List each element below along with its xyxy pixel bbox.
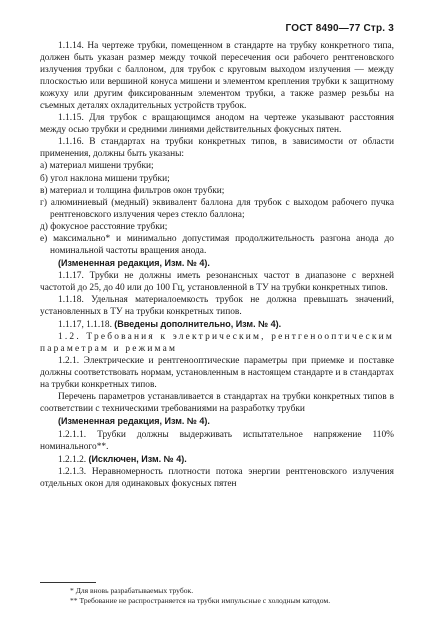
footnote-1: * Для вновь разрабатываемых трубок. <box>70 586 194 595</box>
paragraph-1-2-1-2 <box>40 453 394 466</box>
document-body <box>40 40 394 490</box>
edition-note: (Измененная редакция, Изм. № 4). <box>58 416 210 427</box>
edition-note: (Измененная редакция, Изм. № 4). <box>58 257 210 268</box>
paragraph-1-1-18: 1.1.18. Удельная материалоемкость трубок не должна превышать значений, установленных в ТУ на трубки конкретных типов. <box>40 294 394 318</box>
paragraph-1-2-1-2-prefix: 1.2.1.2. <box>58 454 87 465</box>
paragraph-1-1-17: 1.1.17. Трубки не должны иметь резонансных частот в диапазоне с верхней частотой до 25, до 40 или до 100 Гц, установленной в ТУ на трубки конкретных типов. <box>40 270 394 293</box>
list-item: е) максимально* и минимально допустимая продолжительность разгона анода до номинальной частоты вращения анода. <box>40 233 394 256</box>
paragraph-1-2-1-list: Перечень параметров устанавливается в стандартах на трубки конкретных типов в соответствии с техническими требованиями на разработку трубки <box>40 392 394 415</box>
page-header: ГОСТ 8490—77 Стр. 3 <box>285 23 394 34</box>
paragraph-1-2-1-2-text: (Исключен, Изм. № 4). <box>88 453 187 464</box>
footnotes <box>40 582 394 605</box>
paragraph-1-1-14: 1.1.14. На чертеже трубки, помещенном в стандарте на трубку конкретного типа, должен быть указан размер между точкой пересечения оси рабочего рентгеновского излучения трубки с баллоном, для трубок с круговым выходом излучения — между плоскостью или вершиной конуса мишени и элементом крепления трубки к защитному кожуху или другим фиксированным элементом трубки, а также размер резьбы на съемных деталях охладительных устройств трубок. <box>40 41 394 112</box>
list-item: д) фокусное расстояние трубки; <box>40 221 168 232</box>
paragraph-1-1-16: 1.1.16. В стандартах на трубки конкретных типов, в зависимости от области применения, должны быть указаны: <box>40 137 394 160</box>
paragraph-1-1-15: 1.1.15. Для трубок с вращающимся анодом на чертеже указывают расстояния между осью трубки и средними линиями действительных фокусных пятен. <box>40 113 394 136</box>
footnote-2: ** Требование не распространяется на трубки импульсные с холодным катодом. <box>70 595 331 605</box>
list-item: а) материал мишени трубки; <box>40 161 154 172</box>
introduced-prefix: 1.1.17, 1.1.18. <box>58 320 112 331</box>
footnote-rule <box>40 582 96 583</box>
introduced-note <box>40 318 394 331</box>
list-item: г) алюминиевый (медный) эквивалент баллона для трубок с выходом рабочего пучка рентгеновского излучения через стекло баллона; <box>40 197 394 220</box>
list-item: в) материал и толщина фильтров окон трубки; <box>40 185 225 196</box>
paragraph-1-2-1: 1.2.1. Электрические и рентгенооптические параметры при приемке и поставке должны соответствовать нормам, установленным в настоящем стандарте и в стандартах на трубки конкретных типов. <box>40 356 394 391</box>
introduced-text: (Введены дополнительно, Изм. № 4). <box>114 319 282 330</box>
list-item: б) угол наклона мишени трубки; <box>40 173 170 184</box>
paragraph-1-2-1-3: 1.2.1.3. Неравномерность плотности потока энергии рентгеновского излучения отдельных окон для одинаковых фокусных пятен <box>40 466 394 489</box>
paragraph-1-2-1-1: 1.2.1.1. Трубки должны выдерживать испытательное напряжение 110% номинального**. <box>40 429 394 452</box>
section-heading-1-2: 1.2. Требования к электрическим, рентгенооптическим параметрам и режимам <box>40 332 394 355</box>
